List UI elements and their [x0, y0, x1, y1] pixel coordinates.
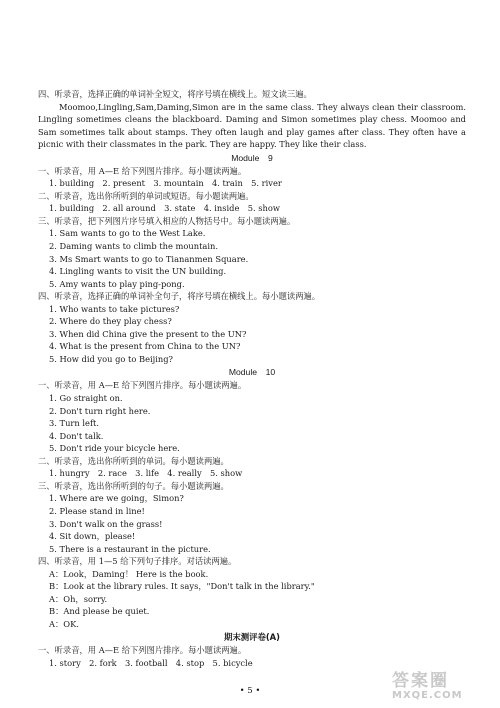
list-item: 2. Daming wants to climb the mountain.	[49, 241, 219, 252]
m10-s4-instruction: 四、听录音，用 1—5 给下列句子排序。对话读两遍。	[38, 556, 237, 567]
dialogue-line: A：OK.	[49, 618, 79, 629]
list-item: 3. When did China give the present to the UN?	[49, 328, 247, 339]
document-page	[38, 88, 466, 670]
list-item: 5. How did you go to Beijing?	[49, 353, 173, 364]
final-s1-items: 1. story 2. fork 3. football 4. stop 5. bicycle	[49, 657, 253, 668]
m9-s3-instruction: 三、听录音，把下列图片序号填入相应的人物括号中。每小题读两遍。	[38, 215, 296, 226]
dialogue-line: B：And please be quiet.	[49, 606, 150, 617]
m9-s1-items: 1. building 2. present 3. mountain 4. train 5. river	[49, 178, 282, 189]
m10-s2-instruction: 二、听录音，选出你所听到的单词。每小题读两遍。	[38, 455, 229, 466]
list-item: 5. Don't ride your bicycle here.	[49, 443, 180, 454]
dialogue-line: A：Oh，sorry.	[49, 593, 108, 604]
list-item: 4. What is the present from China to the UN?	[49, 341, 241, 352]
watermark-bottom: MXQE.COM	[392, 690, 463, 701]
watermark-top: 答案圈	[392, 671, 449, 691]
list-item: 4. Don't talk.	[49, 430, 104, 441]
m10-s1-instruction: 一、听录音，用 A—E 给下列图片排序。每小题读两遍。	[38, 380, 247, 391]
module-10-title: Module 10	[228, 367, 276, 378]
list-item: 4. Sit down，please!	[49, 531, 136, 542]
final-s1-instruction: 一、听录音，用 A—E 给下列图片排序。每小题读两遍。	[38, 645, 247, 656]
section-4-instruction: 四、听录音，选择正确的单词补全短文，将序号填在横线上。短文读三遍。	[38, 89, 312, 99]
list-item: 1. Sam wants to go to the West Lake.	[49, 228, 206, 239]
m9-s1-instruction: 一、听录音，用 A—E 给下列图片排序。每小题读两遍。	[38, 165, 247, 176]
passage: Moomoo,Lingling,Sam,Daming,Simon are in the same class. They always clean their classroom. Lingling sometimes cleans the blackboard. Daming and Simon sometimes play chess. Moomoo and Sam sometimes talk about stamps. They often laugh and play games after class. They often have a picnic with their classmates in the park. They are happy. They like their class.	[38, 101, 466, 150]
list-item: 3. Ms Smart wants to go to Tiananmen Square.	[49, 253, 249, 264]
dialogue-line: A：Look，Daming！ Here is the book.	[49, 568, 209, 579]
module-9-title: Module 9	[231, 152, 273, 163]
list-item: 4. Lingling wants to visit the UN building.	[49, 266, 227, 277]
list-item: 3. Turn left.	[49, 418, 99, 429]
list-item: 3. Don't walk on the grass!	[49, 518, 163, 529]
m10-s3-instruction: 三、听录音，选出你所听到的句子。每小题读两遍。	[38, 480, 229, 491]
list-item: 2. Where do they play chess?	[49, 316, 172, 327]
dialogue-line: B：Look at the library rules. It says，"Don't talk in the library."	[49, 581, 315, 592]
page-number: • 5 •	[239, 686, 261, 696]
list-item: 1. Who wants to take pictures?	[49, 303, 180, 314]
list-item: 2. Please stand in line!	[49, 505, 145, 516]
final-test-title: 期末测评卷(A)	[223, 632, 280, 643]
list-item: 5. Amy wants to play ping-pong.	[49, 278, 185, 289]
list-item: 1. Where are we going，Simon?	[49, 493, 184, 504]
list-item: 2. Don't turn right here.	[49, 405, 151, 416]
m9-s2-instruction: 二、听录音，选出你所听到的单词或短语。每小题读两遍。	[38, 190, 254, 201]
m9-s4-instruction: 四、听录音，选择正确的单词补全句子，将序号填在横线上。每小题读两遍。	[38, 291, 321, 302]
m9-s2-items: 1. building 2. all around 3. state 4. inside 5. show	[49, 203, 280, 214]
list-item: 5. There is a restaurant in the picture.	[49, 543, 211, 554]
list-item: 1. Go straight on.	[49, 393, 123, 404]
watermark-logo	[392, 672, 492, 702]
m10-s2-items: 1. hungry 2. race 3. life 4. really 5. show	[49, 468, 243, 479]
